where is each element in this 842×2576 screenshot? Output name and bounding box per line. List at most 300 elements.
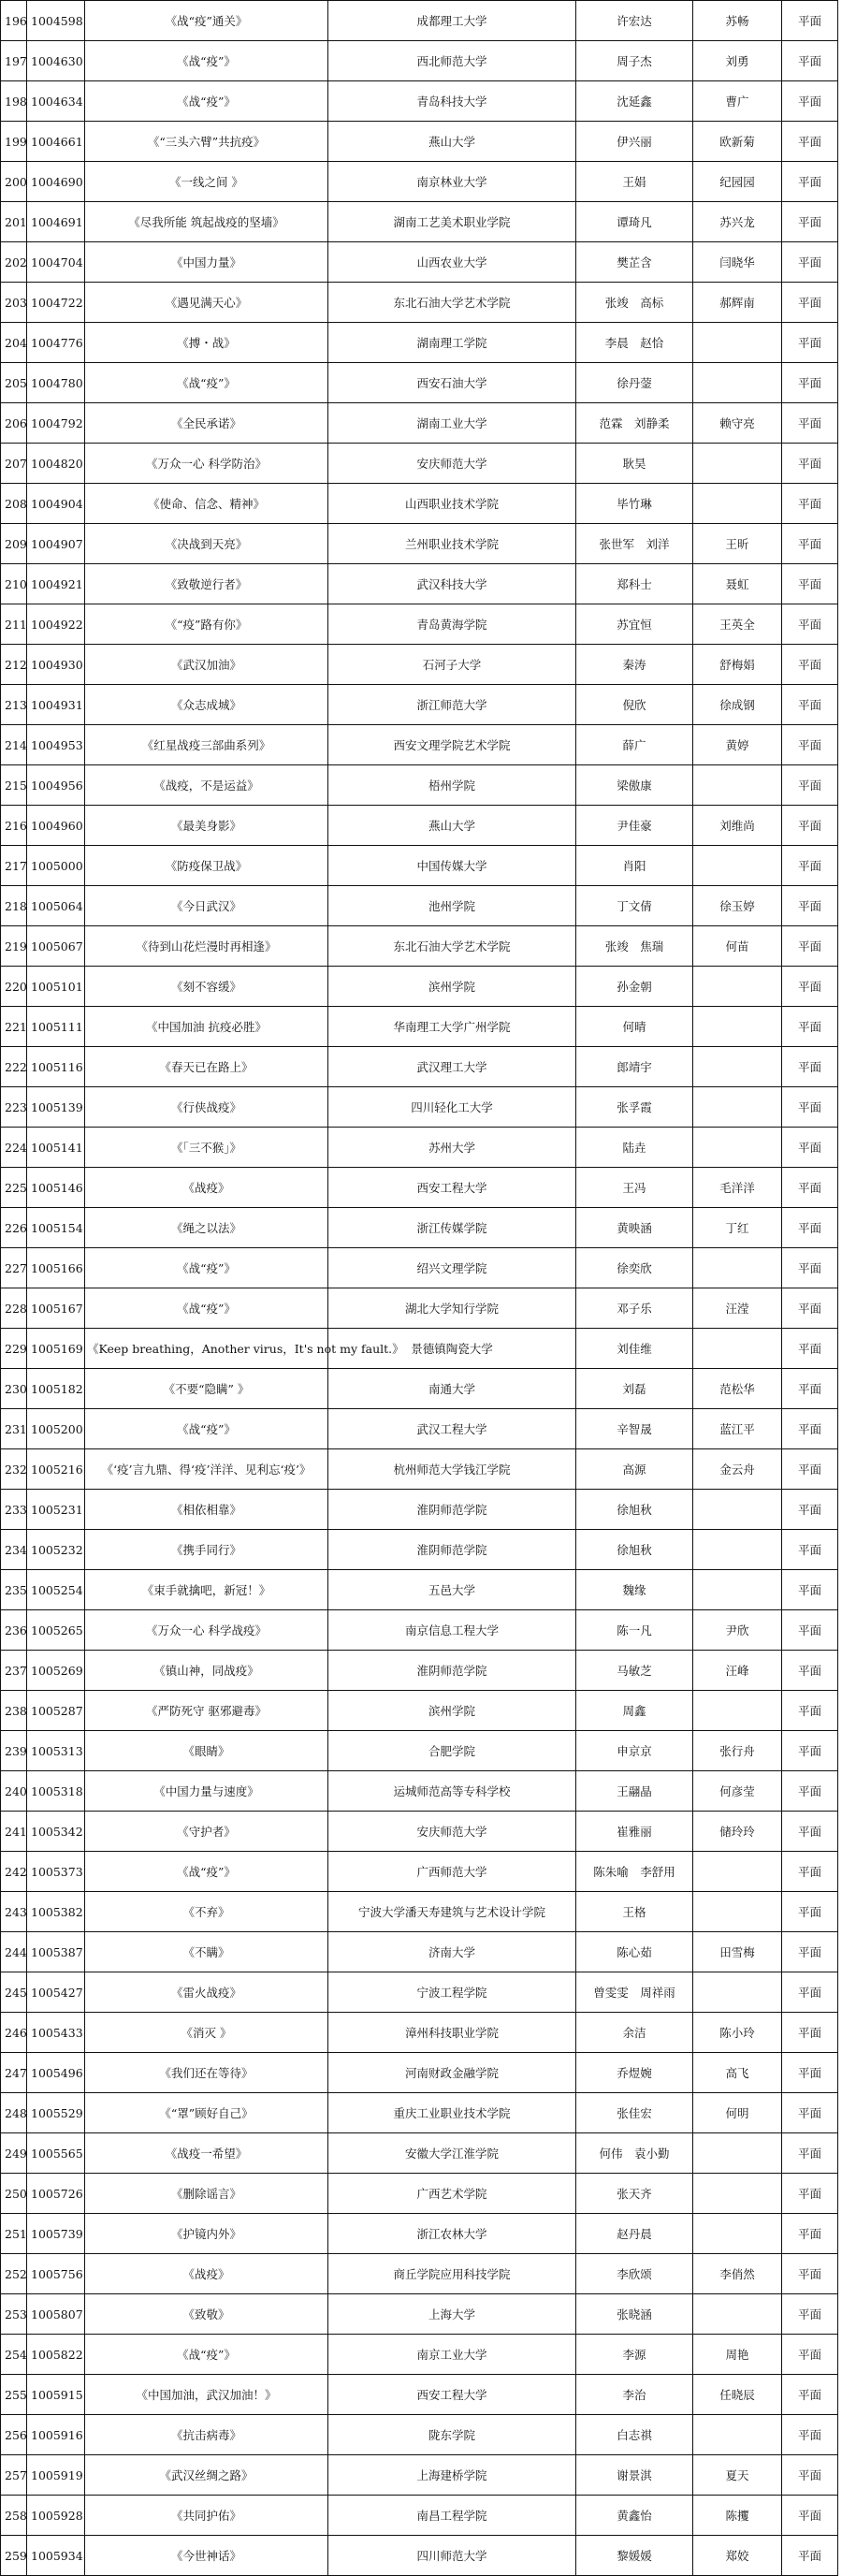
tutor-name: 夏天: [693, 2455, 782, 2496]
author-name: 秦涛: [576, 645, 693, 685]
school-name: 东北石油大学艺术学院: [328, 926, 576, 967]
entry-code: 1005116: [27, 1047, 85, 1087]
work-category: 平面: [782, 1610, 838, 1651]
school-name: 武汉科技大学: [328, 564, 576, 604]
work-title: 《战“疫”》: [85, 81, 328, 122]
row-number: 232: [1, 1449, 27, 1490]
work-category: 平面: [782, 1087, 838, 1128]
entry-code: 1004922: [27, 604, 85, 645]
row-number: 196: [1, 1, 27, 41]
table-row: [1, 2013, 838, 2053]
entry-code: 1005216: [27, 1449, 85, 1490]
entry-code: 1005167: [27, 1288, 85, 1329]
school-name: 湖南工业大学: [328, 403, 576, 444]
work-title: 《束手就擒吧，新冠！》: [85, 1570, 328, 1610]
entry-code: 1005265: [27, 1610, 85, 1651]
work-category: 平面: [782, 1731, 838, 1771]
entry-code: 1005807: [27, 2294, 85, 2335]
school-name: 西安文理学院艺术学院: [328, 725, 576, 765]
work-category: 平面: [782, 564, 838, 604]
entry-code: 1005182: [27, 1369, 85, 1409]
tutor-name: 黄婷: [693, 725, 782, 765]
author-name: 范霖 刘静柔: [576, 403, 693, 444]
table-row: [1, 1651, 838, 1691]
work-category: 平面: [782, 2415, 838, 2455]
work-title: 《绳之以法》: [85, 1208, 328, 1248]
school-name: 浙江传媒学院: [328, 1208, 576, 1248]
work-category: 平面: [782, 283, 838, 323]
entry-code: 1004634: [27, 81, 85, 122]
school-name: 淮阴师范学院: [328, 1651, 576, 1691]
work-category: 平面: [782, 363, 838, 403]
work-title: 《眼睛》: [85, 1731, 328, 1771]
work-category: 平面: [782, 1932, 838, 1972]
work-category: 平面: [782, 1248, 838, 1288]
work-title: 《遇见满天心》: [85, 283, 328, 323]
school-name: 安徽大学江淮学院: [328, 2133, 576, 2174]
work-category: 平面: [782, 1409, 838, 1449]
work-category: 平面: [782, 645, 838, 685]
tutor-name: [693, 1852, 782, 1892]
tutor-name: [693, 1530, 782, 1570]
work-title: 《战疫，不是运益》: [85, 765, 328, 806]
work-category: 平面: [782, 1168, 838, 1208]
work-title: 《最美身影》: [85, 806, 328, 846]
school-name: 燕山大学: [328, 122, 576, 162]
school-name: 成都理工大学: [328, 1, 576, 41]
tutor-name: [693, 444, 782, 484]
row-number: 202: [1, 242, 27, 283]
work-category: 平面: [782, 2013, 838, 2053]
row-number: 224: [1, 1128, 27, 1168]
row-number: 228: [1, 1288, 27, 1329]
row-number: 203: [1, 283, 27, 323]
work-title: 《守护者》: [85, 1812, 328, 1852]
table-row: [1, 846, 838, 886]
tutor-name: [693, 1128, 782, 1168]
row-number: 250: [1, 2174, 27, 2214]
author-name: 李欣颂: [576, 2254, 693, 2294]
row-number: 253: [1, 2294, 27, 2335]
author-name: 毕竹琳: [576, 484, 693, 524]
row-number: 255: [1, 2375, 27, 2415]
table-row: [1, 1, 838, 41]
author-name: 樊芷含: [576, 242, 693, 283]
work-category: 平面: [782, 685, 838, 725]
row-number: 243: [1, 1892, 27, 1932]
entry-code: 1004792: [27, 403, 85, 444]
work-title: 《战疫一希望》: [85, 2133, 328, 2174]
entry-code: 1004960: [27, 806, 85, 846]
author-name: 陈朱喻 李舒用: [576, 1852, 693, 1892]
table-row: [1, 2093, 838, 2133]
author-name: 李晨 赵恰: [576, 323, 693, 363]
author-name: 辛智晟: [576, 1409, 693, 1449]
school-name: 南通大学: [328, 1369, 576, 1409]
row-number: 252: [1, 2254, 27, 2294]
school-name: 南昌工程学院: [328, 2496, 576, 2536]
school-name: 西安工程大学: [328, 2375, 576, 2415]
entry-code: 1005064: [27, 886, 85, 926]
author-name: 马敏芝: [576, 1651, 693, 1691]
tutor-name: [693, 1007, 782, 1047]
tutor-name: 郑姣: [693, 2536, 782, 2576]
school-name: 浙江师范大学: [328, 685, 576, 725]
tutor-name: [693, 1087, 782, 1128]
entry-code: 1005427: [27, 1972, 85, 2013]
row-number: 241: [1, 1812, 27, 1852]
work-category: 平面: [782, 444, 838, 484]
school-name: 中国传媒大学: [328, 846, 576, 886]
row-number: 254: [1, 2335, 27, 2375]
table-row: [1, 2536, 838, 2576]
entry-code: 1004598: [27, 1, 85, 41]
work-title: 《防疫保卫战》: [85, 846, 328, 886]
school-name: 青岛科技大学: [328, 81, 576, 122]
entry-code: 1005232: [27, 1530, 85, 1570]
work-title: 《不瞒》: [85, 1932, 328, 1972]
table-row: [1, 363, 838, 403]
table-row: [1, 926, 838, 967]
work-category: 平面: [782, 604, 838, 645]
table-row: [1, 2496, 838, 2536]
table-row: [1, 2375, 838, 2415]
work-category: 平面: [782, 1208, 838, 1248]
entry-code: 1005387: [27, 1932, 85, 1972]
work-title: 《“三头六臂”共抗疫》: [85, 122, 328, 162]
school-name: 池州学院: [328, 886, 576, 926]
author-name: 李治: [576, 2375, 693, 2415]
table-row: [1, 685, 838, 725]
author-name: 张世军 刘洋: [576, 524, 693, 564]
work-category: 平面: [782, 1570, 838, 1610]
table-row: [1, 323, 838, 363]
tutor-name: [693, 2133, 782, 2174]
table-row: [1, 41, 838, 81]
row-number: 223: [1, 1087, 27, 1128]
author-name: 沈延鑫: [576, 81, 693, 122]
author-name: 李源: [576, 2335, 693, 2375]
table-row: [1, 403, 838, 444]
tutor-name: 何彦莹: [693, 1771, 782, 1812]
author-name: 倪欣: [576, 685, 693, 725]
award-table-body: [1, 1, 838, 2576]
school-name: 梧州学院: [328, 765, 576, 806]
row-number: 221: [1, 1007, 27, 1047]
table-row: [1, 1248, 838, 1288]
author-name: 张晓涵: [576, 2294, 693, 2335]
entry-code: 1005154: [27, 1208, 85, 1248]
entry-code: 1004704: [27, 242, 85, 283]
work-category: 平面: [782, 2053, 838, 2093]
row-number: 219: [1, 926, 27, 967]
school-name: 漳州科技职业学院: [328, 2013, 576, 2053]
row-number: 213: [1, 685, 27, 725]
tutor-name: 任晓辰: [693, 2375, 782, 2415]
work-category: 平面: [782, 1490, 838, 1530]
table-row: [1, 1972, 838, 2013]
tutor-name: 曹广: [693, 81, 782, 122]
author-name: 刘磊: [576, 1369, 693, 1409]
author-name: 徐丹蓥: [576, 363, 693, 403]
work-category: 平面: [782, 1007, 838, 1047]
school-name: 宁波大学潘天寿建筑与艺术设计学院: [328, 1892, 576, 1932]
author-name: 申京京: [576, 1731, 693, 1771]
entry-code: 1005269: [27, 1651, 85, 1691]
school-name: 山西职业技术学院: [328, 484, 576, 524]
work-category: 平面: [782, 1892, 838, 1932]
work-category: 平面: [782, 1128, 838, 1168]
school-name: 南京林业大学: [328, 162, 576, 202]
author-name: 黄鑫怡: [576, 2496, 693, 2536]
entry-code: 1005200: [27, 1409, 85, 1449]
work-title: 《战疫》: [85, 1168, 328, 1208]
tutor-name: 汪滢: [693, 1288, 782, 1329]
author-name: 梁傲康: [576, 765, 693, 806]
tutor-name: 王英全: [693, 604, 782, 645]
entry-code: 1005111: [27, 1007, 85, 1047]
author-name: 周鑫: [576, 1691, 693, 1731]
work-title: 《「三不猴」》: [85, 1128, 328, 1168]
tutor-name: [693, 2174, 782, 2214]
row-number: 210: [1, 564, 27, 604]
author-name: 赵丹晨: [576, 2214, 693, 2254]
entry-code: 1004630: [27, 41, 85, 81]
table-row: [1, 242, 838, 283]
row-number: 238: [1, 1691, 27, 1731]
author-name: 陈一凡: [576, 1610, 693, 1651]
work-title: 《武汉丝绸之路》: [85, 2455, 328, 2496]
school-name: 武汉工程大学: [328, 1409, 576, 1449]
table-row: [1, 2455, 838, 2496]
school-name: 河南财政金融学院: [328, 2053, 576, 2093]
tutor-name: [693, 1490, 782, 1530]
row-number: 231: [1, 1409, 27, 1449]
entry-code: 1005565: [27, 2133, 85, 2174]
work-title: 《不弃》: [85, 1892, 328, 1932]
row-number: 225: [1, 1168, 27, 1208]
table-row: [1, 524, 838, 564]
work-title: 《战“疫”》: [85, 1288, 328, 1329]
entry-code: 1004953: [27, 725, 85, 765]
table-row: [1, 1932, 838, 1972]
work-category: 平面: [782, 1288, 838, 1329]
work-title: 《刻不容缓》: [85, 967, 328, 1007]
tutor-name: [693, 1248, 782, 1288]
tutor-name: 何苗: [693, 926, 782, 967]
entry-code: 1005342: [27, 1812, 85, 1852]
entry-code: 1005934: [27, 2536, 85, 2576]
entry-code: 1005373: [27, 1852, 85, 1892]
school-name: 西安工程大学: [328, 1168, 576, 1208]
work-title: 《尽我所能 筑起战疫的坚墙》: [85, 202, 328, 242]
tutor-name: 范松华: [693, 1369, 782, 1409]
work-title: 《中国力量与速度》: [85, 1771, 328, 1812]
tutor-name: 苏兴龙: [693, 202, 782, 242]
work-category: 平面: [782, 2335, 838, 2375]
school-name: 四川师范大学: [328, 2536, 576, 2576]
school-name: 青岛黄海学院: [328, 604, 576, 645]
work-category: 平面: [782, 1852, 838, 1892]
tutor-name: 纪园园: [693, 162, 782, 202]
entry-code: 1005000: [27, 846, 85, 886]
school-name: 滨州学院: [328, 967, 576, 1007]
entry-code: 1004931: [27, 685, 85, 725]
work-category: 平面: [782, 1771, 838, 1812]
author-name: 伊兴丽: [576, 122, 693, 162]
table-row: [1, 1771, 838, 1812]
author-name: 黎媛媛: [576, 2536, 693, 2576]
school-name: 南京工业大学: [328, 2335, 576, 2375]
table-row: [1, 886, 838, 926]
row-number: 234: [1, 1530, 27, 1570]
work-category: 平面: [782, 2214, 838, 2254]
school-name: 安庆师范大学: [328, 444, 576, 484]
school-name: 陇东学院: [328, 2415, 576, 2455]
author-name: 白志祺: [576, 2415, 693, 2455]
row-number: 207: [1, 444, 27, 484]
entry-code: 1005166: [27, 1248, 85, 1288]
entry-code: 1005756: [27, 2254, 85, 2294]
table-row: [1, 604, 838, 645]
row-number: 209: [1, 524, 27, 564]
work-category: 平面: [782, 1449, 838, 1490]
work-title: 《护镜内外》: [85, 2214, 328, 2254]
work-title: 《雷火战疫》: [85, 1972, 328, 2013]
author-name: 黄映涵: [576, 1208, 693, 1248]
author-name: 谢景淇: [576, 2455, 693, 2496]
table-row: [1, 1892, 838, 1932]
table-row: [1, 484, 838, 524]
work-category: 平面: [782, 1329, 838, 1369]
entry-code: 1005916: [27, 2415, 85, 2455]
school-name: 苏州大学: [328, 1128, 576, 1168]
work-title: 《“疫”路有你》: [85, 604, 328, 645]
work-title: 《删除谣言》: [85, 2174, 328, 2214]
school-name: 四川轻化工大学: [328, 1087, 576, 1128]
row-number: 212: [1, 645, 27, 685]
work-category: 平面: [782, 242, 838, 283]
table-row: [1, 2335, 838, 2375]
tutor-name: 聂虹: [693, 564, 782, 604]
author-name: 王翮晶: [576, 1771, 693, 1812]
work-category: 平面: [782, 1972, 838, 2013]
work-category: 平面: [782, 1530, 838, 1570]
tutor-name: 蓝江平: [693, 1409, 782, 1449]
school-name: 燕山大学: [328, 806, 576, 846]
author-name: 余洁: [576, 2013, 693, 2053]
tutor-name: 丁红: [693, 1208, 782, 1248]
tutor-name: 张行舟: [693, 1731, 782, 1771]
entry-code: 1005928: [27, 2496, 85, 2536]
entry-code: 1005915: [27, 2375, 85, 2415]
table-row: [1, 1128, 838, 1168]
row-number: 206: [1, 403, 27, 444]
entry-code: 1004904: [27, 484, 85, 524]
author-name: 张孚霞: [576, 1087, 693, 1128]
work-title: 《战“疫”》: [85, 1852, 328, 1892]
tutor-name: 赖守亮: [693, 403, 782, 444]
school-name: 湖南工艺美术职业学院: [328, 202, 576, 242]
row-number: 216: [1, 806, 27, 846]
work-category: 平面: [782, 2455, 838, 2496]
school-name: 山西农业大学: [328, 242, 576, 283]
tutor-name: [693, 1691, 782, 1731]
tutor-name: 金云舟: [693, 1449, 782, 1490]
school-name: 武汉理工大学: [328, 1047, 576, 1087]
work-title: 《战“疫”》: [85, 41, 328, 81]
work-title: 《携手同行》: [85, 1530, 328, 1570]
work-category: 平面: [782, 2093, 838, 2133]
school-name: 济南大学: [328, 1932, 576, 1972]
row-number: 198: [1, 81, 27, 122]
table-row: [1, 564, 838, 604]
tutor-name: 闫晓华: [693, 242, 782, 283]
school-name: 淮阴师范学院: [328, 1530, 576, 1570]
school-name: 安庆师范大学: [328, 1812, 576, 1852]
author-name: 王冯: [576, 1168, 693, 1208]
author-name: 曾雯雯 周祥雨: [576, 1972, 693, 2013]
entry-code: 1005313: [27, 1731, 85, 1771]
work-title: 《决战到天亮》: [85, 524, 328, 564]
row-number: 245: [1, 1972, 27, 2013]
author-name: 徐旭秋: [576, 1490, 693, 1530]
row-number: 217: [1, 846, 27, 886]
tutor-name: 周艳: [693, 2335, 782, 2375]
entry-code: 1005529: [27, 2093, 85, 2133]
work-category: 平面: [782, 2536, 838, 2576]
author-name: 王格: [576, 1892, 693, 1932]
school-name: 运城师范高等专科学校: [328, 1771, 576, 1812]
row-number: 201: [1, 202, 27, 242]
table-row: [1, 2254, 838, 2294]
table-row: [1, 1047, 838, 1087]
work-category: 平面: [782, 323, 838, 363]
row-number: 259: [1, 2536, 27, 2576]
tutor-name: [693, 846, 782, 886]
work-category: 平面: [782, 2133, 838, 2174]
author-name: 耿昊: [576, 444, 693, 484]
work-title: 《一线之间 》: [85, 162, 328, 202]
tutor-name: 陈小玲: [693, 2013, 782, 2053]
table-row: [1, 122, 838, 162]
table-row: [1, 1731, 838, 1771]
entry-code: 1005169: [27, 1329, 85, 1369]
work-title: 《行侠战疫》: [85, 1087, 328, 1128]
author-name: 何伟 袁小勤: [576, 2133, 693, 2174]
work-title: 《战“疫”通关》: [85, 1, 328, 41]
row-number: 240: [1, 1771, 27, 1812]
work-category: 平面: [782, 81, 838, 122]
tutor-name: 高飞: [693, 2053, 782, 2093]
entry-code: 1005287: [27, 1691, 85, 1731]
entry-code: 1005726: [27, 2174, 85, 2214]
work-category: 平面: [782, 403, 838, 444]
work-category: 平面: [782, 1651, 838, 1691]
table-row: [1, 1691, 838, 1731]
school-name: 绍兴文理学院: [328, 1248, 576, 1288]
tutor-name: 刘勇: [693, 41, 782, 81]
author-name: 谭琦凡: [576, 202, 693, 242]
tutor-name: [693, 484, 782, 524]
entry-code: 1004691: [27, 202, 85, 242]
work-category: 平面: [782, 484, 838, 524]
row-number: 208: [1, 484, 27, 524]
row-number: 242: [1, 1852, 27, 1892]
row-number: 214: [1, 725, 27, 765]
entry-code: 1004956: [27, 765, 85, 806]
entry-code: 1004921: [27, 564, 85, 604]
